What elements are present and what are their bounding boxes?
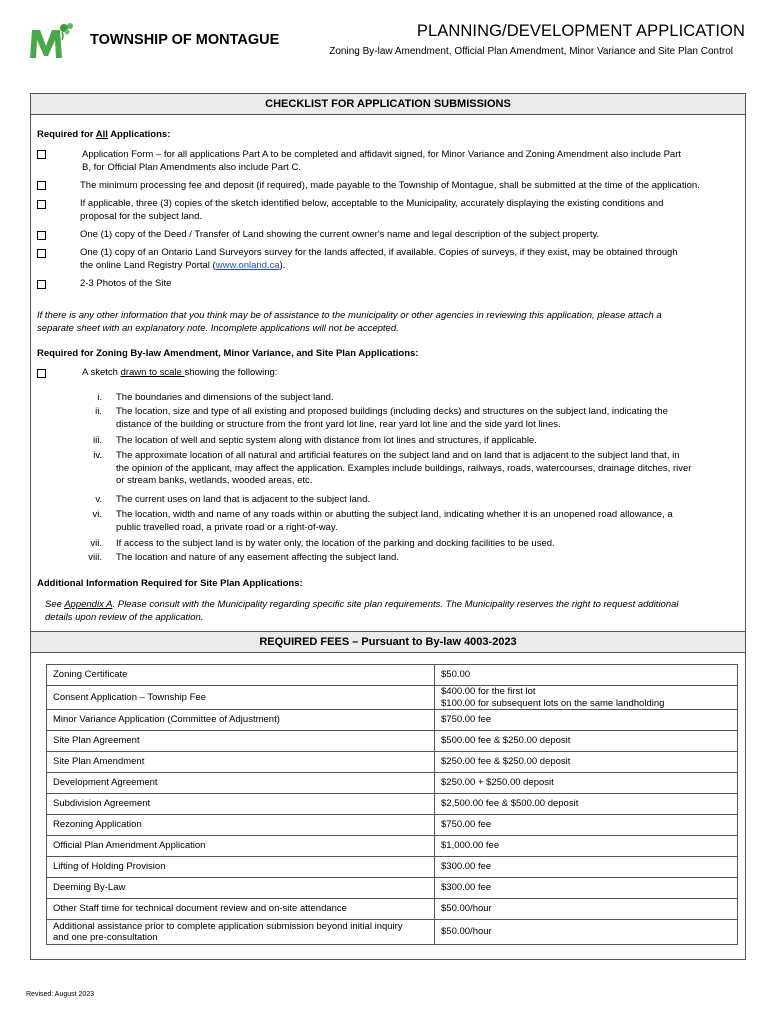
table-row [47, 836, 738, 857]
table-row [47, 710, 738, 731]
checkbox-sketch[interactable] [37, 369, 46, 378]
list-number: i. [97, 392, 102, 403]
site-plan-note: See Appendix A. Please consult with the Municipality regarding specific site plan requirements. The Municipality reserves the right to request additional details upon review of the application. [45, 599, 679, 623]
fee-amount: $1,000.00 fee [435, 836, 738, 857]
fee-item: Minor Variance Application (Committee of Adjustment) [47, 710, 435, 731]
fee-item: Development Agreement [47, 773, 435, 794]
township-name: TOWNSHIP OF MONTAGUE [90, 32, 280, 48]
list-item: If access to the subject land is by water only, the location of the parking and docking facilities to be used. [116, 538, 555, 549]
table-row [47, 878, 738, 899]
list-item: The location, width and name of any roads within or abutting the subject land, indicating whether it is an unopened road allowance, a public travelled road, a private road or a right-of-way. [116, 509, 673, 533]
fees-table [46, 664, 738, 945]
list-number: ii. [95, 406, 102, 417]
zoning-heading: Required for Zoning By-law Amendment, Minor Variance, and Site Plan Applications: [37, 348, 419, 359]
checklist-item: One (1) copy of the Deed / Transfer of Land showing the current owner's name and legal description of the subject property. [80, 229, 600, 240]
appendix-a-link[interactable]: Appendix A [64, 599, 113, 610]
application-title: PLANNING/DEVELOPMENT APPLICATION [416, 22, 745, 40]
additional-info-note: If there is any other information that you think may be of assistance to the municipality or other agencies in reviewing this application, please attach a separate sheet with an explanatory note. Incomplete applications will not be accepted. [37, 310, 662, 334]
table-row [47, 794, 738, 815]
list-number: v. [95, 494, 102, 505]
table-row [47, 815, 738, 836]
checkbox-photos[interactable] [37, 280, 46, 289]
application-subtitle: Zoning By-law Amendment, Official Plan Amendment, Minor Variance and Site Plan Control [329, 46, 733, 57]
checklist-item: The minimum processing fee and deposit (if required), made payable to the Township of Montague, shall be submitted at the time of the application. [80, 180, 700, 191]
revision-date: Revised: August 2023 [26, 991, 95, 998]
fee-item: Site Plan Agreement [47, 731, 435, 752]
fee-amount: $250.00 + $250.00 deposit [435, 773, 738, 794]
table-row [47, 857, 738, 878]
fee-amount: $50.00/hour [435, 920, 738, 945]
checkbox-application-form[interactable] [37, 150, 46, 159]
site-plan-heading: Additional Information Required for Site Plan Applications: [37, 578, 303, 589]
list-number: vi. [92, 509, 102, 520]
table-row [47, 773, 738, 794]
table-row [47, 899, 738, 920]
sketch-label: A sketch drawn to scale showing the following: [82, 367, 278, 378]
list-item: The location of well and septic system along with distance from lot lines and structures, if applicable. [116, 435, 537, 446]
required-all-label: Required for All Applications: [37, 129, 171, 140]
list-item: The location and nature of any easement affecting the subject land. [116, 552, 399, 563]
list-item: The location, size and type of all existing and proposed buildings (including decks) and structures on the subject land, indicating the distance of the building or structure from the front yard lot line, rear yard lot line and the side yard lot lines. [116, 406, 668, 430]
fee-amount: $2,500.00 fee & $500.00 deposit [435, 794, 738, 815]
fees-heading: REQUIRED FEES – Pursuant to By-law 4003-2023 [31, 631, 745, 653]
table-row [47, 920, 738, 945]
fee-amount: $300.00 fee [435, 857, 738, 878]
fee-item: Deeming By-Law [47, 878, 435, 899]
fee-amount: $750.00 fee [435, 815, 738, 836]
fee-item: Official Plan Amendment Application [47, 836, 435, 857]
checkbox-processing-fee[interactable] [37, 181, 46, 190]
fee-amount: $400.00 for the first lot $100.00 for subsequent lots on the same landholding [435, 686, 738, 710]
table-row [47, 686, 738, 710]
checkbox-deed[interactable] [37, 231, 46, 240]
fee-amount: $50.00/hour [435, 899, 738, 920]
fee-amount: $250.00 fee & $250.00 deposit [435, 752, 738, 773]
checklist-item: If applicable, three (3) copies of the sketch identified below, acceptable to the Municipality, accurately displaying the existing conditions and proposal for the subject land. [80, 198, 664, 222]
fee-item: Site Plan Amendment [47, 752, 435, 773]
onland-link[interactable]: www.onland.ca [215, 259, 280, 271]
fee-amount: $50.00 [435, 665, 738, 686]
checkbox-sketch-copies[interactable] [37, 200, 46, 209]
fee-amount: $750.00 fee [435, 710, 738, 731]
table-row [47, 752, 738, 773]
fee-item: Additional assistance prior to complete application submission beyond initial inquiry and one pre-consultation [47, 920, 435, 945]
fee-amount: $500.00 fee & $250.00 deposit [435, 731, 738, 752]
montague-logo-icon [26, 22, 76, 60]
fee-item: Subdivision Agreement [47, 794, 435, 815]
checklist-item: One (1) copy of an Ontario Land Surveyors survey for the lands affected, if available. Copies of surveys, if they exist, may be obtained through the online Land Registry Portal (www.onland.ca). [80, 247, 678, 271]
list-number: iii. [93, 435, 102, 446]
list-number: vii. [90, 538, 102, 549]
table-row [47, 665, 738, 686]
list-item: The current uses on land that is adjacent to the subject land. [116, 494, 371, 505]
list-number: viii. [88, 552, 102, 563]
fee-item: Rezoning Application [47, 815, 435, 836]
table-row [47, 731, 738, 752]
list-item: The boundaries and dimensions of the subject land. [116, 392, 334, 403]
checklist-heading: CHECKLIST FOR APPLICATION SUBMISSIONS [31, 93, 745, 115]
fee-item: Other Staff time for technical document review and on-site attendance [47, 899, 435, 920]
fee-item: Lifting of Holding Provision [47, 857, 435, 878]
fee-amount: $300.00 fee [435, 878, 738, 899]
checklist-item: Application Form – for all applications Part A to be completed and affidavit signed, for Minor Variance and Zoning Amendment also include Part B, for Official Plan Amendments also include Part C. [82, 149, 682, 173]
list-item: The approximate location of all natural and artificial features on the subject land and on land that is adjacent to the subject land that, in the opinion of the applicant, may affect the application. Examples include buildings, railways, roads, watercourses, drainage ditches, river or stream banks, wetlands, wooded areas, etc. [116, 450, 692, 486]
checkbox-survey[interactable] [37, 249, 46, 258]
fee-item: Zoning Certificate [47, 665, 435, 686]
list-number: iv. [93, 450, 102, 461]
checklist-item: 2-3 Photos of the Site [80, 278, 172, 289]
fee-item: Consent Application – Township Fee [47, 686, 435, 710]
